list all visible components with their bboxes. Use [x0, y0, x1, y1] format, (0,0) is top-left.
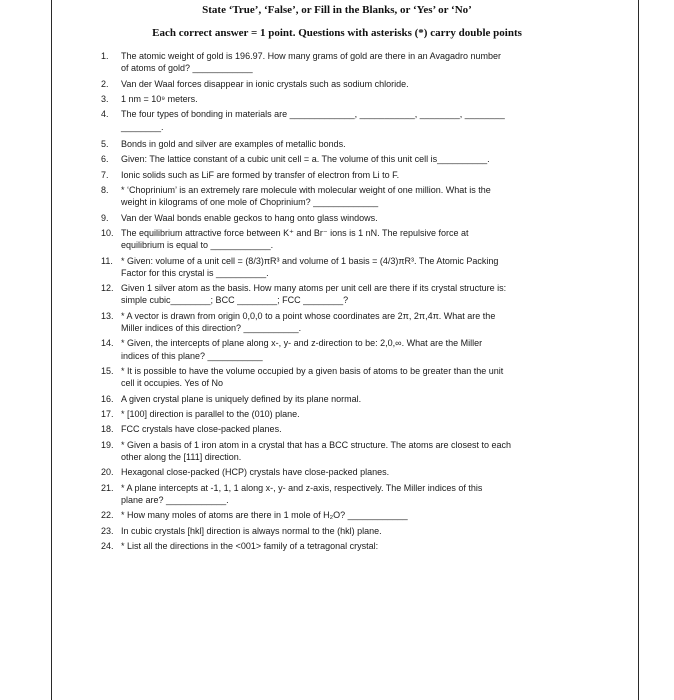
question-number: 13.: [101, 310, 114, 321]
question-text: * [100] direction is parallel to the (010) plane.: [121, 408, 300, 419]
question-item: [101, 227, 587, 251]
question-number: 10.: [101, 227, 114, 238]
question-text: * ‘Choprinium’ is an extremely rare molecule with molecular weight of one million. What is the weight in kilograms of one mole of Choprinium? _____________: [121, 184, 491, 208]
question-item: [101, 184, 587, 208]
question-number: 4.: [101, 109, 109, 120]
question-item: [101, 255, 587, 279]
question-text: The atomic weight of gold is 196.97. How many grams of gold are there in an Avagadro number of atoms of gold? ____________: [121, 51, 502, 74]
question-number: 9.: [101, 212, 109, 223]
question-text: A given crystal plane is uniquely defined by its plane normal.: [121, 393, 362, 404]
question-number: 5.: [101, 138, 109, 149]
question-number: 11.: [101, 255, 113, 266]
question-item: [101, 50, 587, 74]
question-text: The equilibrium attractive force between K⁺ and Br⁻ ions is 1 nN. The repulsive force at equilibrium is equal to ____________.: [121, 227, 469, 251]
question-text: * Given, the intercepts of plane along x-, y- and z-direction to be: 2,0,∞. What are the Miller indices of this plane? ___________: [121, 338, 483, 361]
question-number: 19.: [101, 439, 114, 450]
question-item: [101, 540, 587, 552]
question-number: 21.: [101, 482, 114, 493]
question-text: Bonds in gold and silver are examples of metallic bonds.: [121, 138, 346, 149]
question-item: [101, 138, 587, 150]
question-item: [101, 393, 587, 405]
question-text: 1 nm = 10⁹ meters.: [121, 93, 198, 104]
question-text: Ionic solids such as LiF are formed by transfer of electron from Li to F.: [121, 169, 400, 180]
question-number: 1.: [101, 51, 109, 61]
question-item: [101, 408, 587, 420]
question-text: Given: The lattice constant of a cubic unit cell = a. The volume of this unit cell is__________.: [121, 154, 490, 165]
question-item: [101, 439, 587, 463]
question-number: 8.: [101, 184, 109, 195]
question-item: [101, 310, 587, 334]
question-text: FCC crystals have close-packed planes.: [121, 424, 282, 435]
question-text: * A vector is drawn from origin 0,0,0 to a point whose coordinates are 2π, 2π,4π. What are the Miller indices of this direction? ___________.: [121, 310, 496, 333]
question-item: [101, 423, 587, 435]
question-item: [101, 212, 587, 224]
question-text: Hexagonal close-packed (HCP) crystals have close-packed planes.: [121, 467, 390, 478]
question-number: 15.: [101, 365, 114, 376]
question-text: * List all the directions in the <001> family of a tetragonal crystal:: [121, 541, 379, 552]
question-item: [101, 509, 587, 521]
question-text: Van der Waal forces disappear in ionic crystals such as sodium chloride.: [121, 78, 409, 89]
question-number: 20.: [101, 467, 114, 478]
question-item: [101, 93, 587, 105]
page-left-edge: [51, 0, 52, 700]
question-item: [101, 482, 587, 506]
question-item: [101, 169, 587, 181]
question-number: 3.: [101, 93, 109, 104]
question-list: [101, 50, 587, 552]
question-item: [101, 466, 587, 478]
question-item: [101, 365, 587, 389]
page-title: State ‘True’, ‘False’, or Fill in the Blanks, or ‘Yes’ or ‘No’: [202, 4, 472, 16]
page-subtitle: Each correct answer = 1 point. Questions with asterisks (*) carry double points: [152, 27, 522, 39]
question-item: [101, 525, 587, 537]
question-number: 2.: [101, 78, 109, 89]
question-number: 7.: [101, 169, 109, 180]
page-right-edge: [638, 0, 639, 700]
question-text: Given 1 silver atom as the basis. How many atoms per unit cell are there if its crystal structure is: simple cubic________; BCC ________; FCC ________?: [121, 283, 507, 306]
question-number: 24.: [101, 541, 114, 552]
question-number: 18.: [101, 424, 114, 435]
question-text: * It is possible to have the volume occupied by a given basis of atoms to be greater than the unit cell it occupies. Yes of No: [121, 365, 504, 389]
question-text: Van der Waal bonds enable geckos to hang onto glass windows.: [121, 212, 378, 223]
question-text: In cubic crystals [hkl] direction is always normal to the (hkl) plane.: [121, 525, 382, 536]
question-number: 16.: [101, 393, 114, 404]
question-number: 12.: [101, 283, 114, 294]
question-text: The four types of bonding in materials are _____________, ___________, ________, ________ ________.: [121, 109, 505, 132]
question-item: [101, 78, 587, 90]
question-text: * Given: volume of a unit cell = (8/3)πR³ and volume of 1 basis = (4/3)πR³. The Atomic Packing Factor for this crystal is __________.: [121, 255, 499, 278]
question-number: 14.: [101, 338, 114, 349]
question-text: * How many moles of atoms are there in 1 mole of H₂O? ____________: [121, 510, 408, 521]
question-number: 17.: [101, 408, 114, 419]
question-number: 22.: [101, 510, 114, 521]
question-text: * A plane intercepts at -1, 1, 1 along x-, y- and z-axis, respectively. The Miller indices of this plane are? ____________.: [121, 482, 483, 505]
question-number: 6.: [101, 154, 109, 165]
question-item: [101, 337, 587, 361]
question-item: [101, 108, 587, 132]
question-text: * Given a basis of 1 iron atom in a crystal that has a BCC structure. The atoms are closest to each other along the [111] direction.: [121, 439, 512, 462]
question-number: 23.: [101, 525, 114, 536]
question-item: [101, 282, 587, 306]
question-item: [101, 153, 587, 165]
